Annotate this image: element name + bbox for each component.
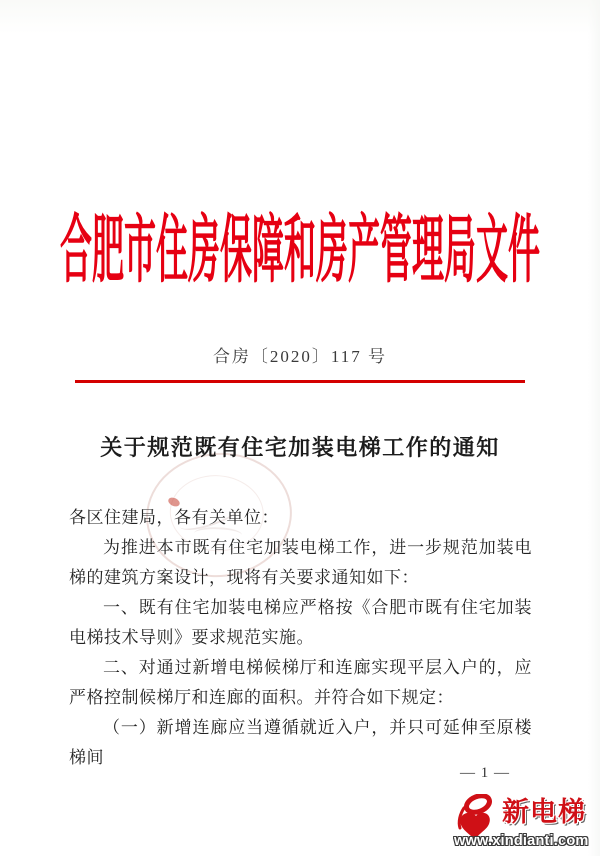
document-number: 合房〔2020〕117 号 <box>212 347 388 366</box>
body-paragraph: 为推进本市既有住宅加装电梯工作，进一步规范加装电梯的建筑方案设计，现将有关要求通知如下： <box>69 538 532 587</box>
red-divider-line <box>75 380 525 383</box>
body-paragraph: （一）新增连廊应当遵循就近入户，并只可延伸至原楼梯间 <box>69 718 532 767</box>
document-body <box>69 503 532 773</box>
salutation-line: 各区住建局，各有关单位： <box>69 508 279 527</box>
xindianti-watermark-logo <box>452 792 600 856</box>
document-title: 关于规范既有住宅加装电梯工作的通知 <box>100 435 500 460</box>
page-number: — 1 — <box>460 765 510 781</box>
letterhead <box>0 200 600 292</box>
logo-brand-text: 新电梯 <box>502 797 586 827</box>
body-paragraph: 一、既有住宅加装电梯应严格按《合肥市既有住宅加装电梯技术导则》要求规范实施。 <box>69 598 532 647</box>
body-paragraph: 二、对通过新增电梯候梯厅和连廊实现平层入户的，应严格控制候梯厅和连廊的面积。并符合如下规定： <box>69 658 532 707</box>
logo-url-text: www.xindianti.com <box>454 832 589 849</box>
letterhead-title: 合肥市住房保障和房产管理局文件 <box>60 207 540 292</box>
